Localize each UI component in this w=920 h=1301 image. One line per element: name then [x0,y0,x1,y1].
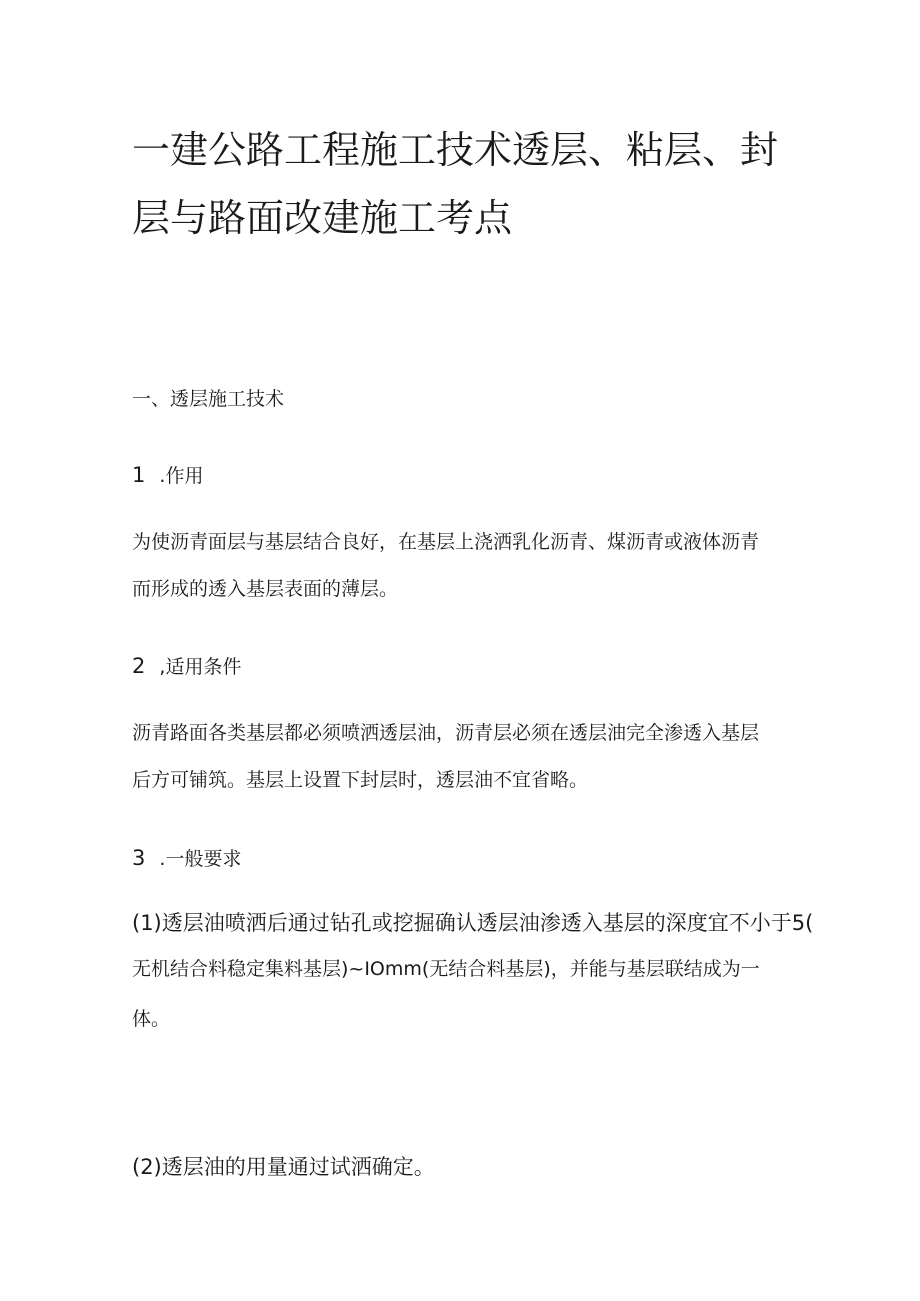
item-3-number: 3 [132,846,146,870]
item-2-label: ,适用条件 [159,656,242,678]
item-2-paragraph-line-2: 后方可铺筑。基层上设置下封层时，透层油不宜省略。 [132,769,589,791]
item-1-number: 1 [132,463,146,487]
requirement-1-line-3: 体。 [132,1008,171,1030]
item-2-paragraph-line-1: 沥青路面各类基层都必须喷洒透层油，沥青层必须在透层油完全渗透入基层 [132,722,760,744]
item-2-heading [132,656,241,677]
item-1-paragraph-line-1: 为使沥青面层与基层结合良好，在基层上浇洒乳化沥青、煤沥青或液体沥青 [132,531,760,553]
item-3-heading [132,848,241,869]
item-1-paragraph-line-2: 而形成的透入基层表面的薄层。 [132,578,399,600]
requirement-1-line-2: 无机结合料稳定集料基层)~IOmm(无结合料基层)，并能与基层联结成为一 [132,958,760,980]
item-1-heading [132,465,203,486]
item-3-label: .一般要求 [159,848,242,870]
requirement-2-line-1: (2)透层油的用量通过试洒确定。 [132,1155,435,1179]
item-2-number: 2 [132,654,146,678]
document-title-line-1: 一建公路工程施工技术透层、粘层、封 [132,128,779,172]
requirement-1-line-1: (1)透层油喷洒后通过钻孔或挖掘确认透层油渗透入基层的深度宜不小于5( [132,911,814,935]
document-title-line-2: 层与路面改建施工考点 [132,196,513,240]
item-1-label: .作用 [159,465,204,487]
section-heading: 一、透层施工技术 [132,388,285,410]
